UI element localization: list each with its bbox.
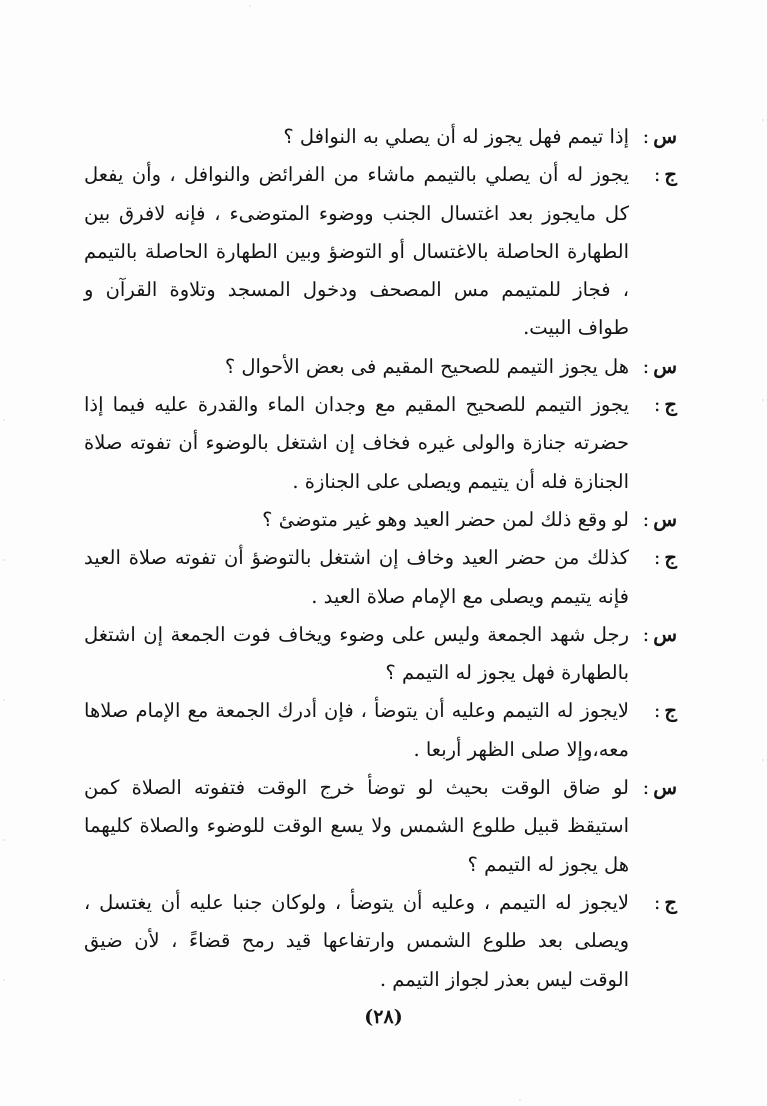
answer-1 [84, 156, 677, 347]
answer-5 [84, 539, 677, 616]
question-text: رجل شهد الجمعة وليس على وضوء ويخاف فوت الجمعة إن اشتغل بالطهارة فهل يجوز له التيمم ؟ [84, 622, 629, 685]
question-6 [84, 616, 677, 693]
question-label: س: [642, 507, 677, 531]
question-text: إذا تيمم فهل يجوز له أن يصلي به النوافل ؟ [283, 125, 629, 148]
question-text: لو ضاق الوقت بحيث لو توضأ خرج الوقت فتفوته الصلاة كمن استيقظ قبيل طلوع الشمس ولا يسع الوقت للوضوء والصلاة كليهما هل يجوز له التيمم ؟ [84, 776, 629, 876]
page-number: (٢٨) [364, 1006, 403, 1028]
answer-label: ج: [653, 163, 677, 187]
answer-label: ج: [653, 699, 677, 723]
question-2 [84, 348, 677, 386]
answer-3 [84, 386, 677, 501]
answer-text: يجوز التيمم للصحيح المقيم مع وجدان الماء والقدرة عليه فيما إذا حضرته جنازة والولى غيره فخاف إن اشتغل بالوضوء أن تفوته صلاة الجنازة فله أن يتيمم ويصلى على الجنازة . [84, 393, 629, 493]
question-label: س: [642, 354, 677, 378]
question-text: لو وقع ذلك لمن حضر العيد وهو غير متوضئ ؟ [262, 507, 629, 531]
question-text: هل يجوز التيمم للصحيح المقيم فى بعض الأحوال ؟ [224, 354, 629, 378]
answer-text: لايجوز له التيمم ، وعليه أن يتوضأ ، ولوكان جنبا عليه أن يغتسل ، ويصلى بعد طلوع الشمس وارتفاعها قيد رمح قضاءً ، لأن ضيق الوقت ليس بعذر لجواز التيمم . [84, 890, 629, 991]
answer-label: ج: [653, 890, 677, 914]
answer-9 [84, 884, 677, 999]
question-label: س: [642, 622, 677, 646]
answer-label: ج: [653, 393, 677, 417]
question-4 [84, 501, 677, 539]
question-label: س: [642, 125, 677, 148]
answer-label: ج: [653, 546, 677, 570]
question-label: س: [642, 776, 677, 800]
answer-7 [84, 692, 677, 769]
answer-text: كذلك من حضر العيد وخاف إن اشتغل بالتوضؤ أن تفوته صلاة العيد فإنه يتيمم ويصلى مع الإمام صلاة العيد . [84, 546, 629, 608]
qa-content [84, 118, 677, 999]
question-0 [84, 118, 677, 156]
question-8 [84, 769, 677, 884]
answer-text: لايجوز له التيمم وعليه أن يتوضأ ، فإن أدرك الجمعة مع الإمام صلاها معه،وإلا صلى الظهر أربعا . [84, 699, 629, 761]
answer-text: يجوز له أن يصلي بالتيمم ماشاء من الفرائض والنوافل ، وأن يفعل كل مايجوز بعد اغتسال الجنب ووضوء المتوضىء ، فإنه لافرق بين الطهارة الحاصلة بالاغتسال أو التوضؤ وبين الطهارة الحاصلة بالتيمم ، فجاز للمتيمم مس المصحف ودخول المسجد وتلاوة القرآن و طواف البيت. [84, 163, 629, 340]
